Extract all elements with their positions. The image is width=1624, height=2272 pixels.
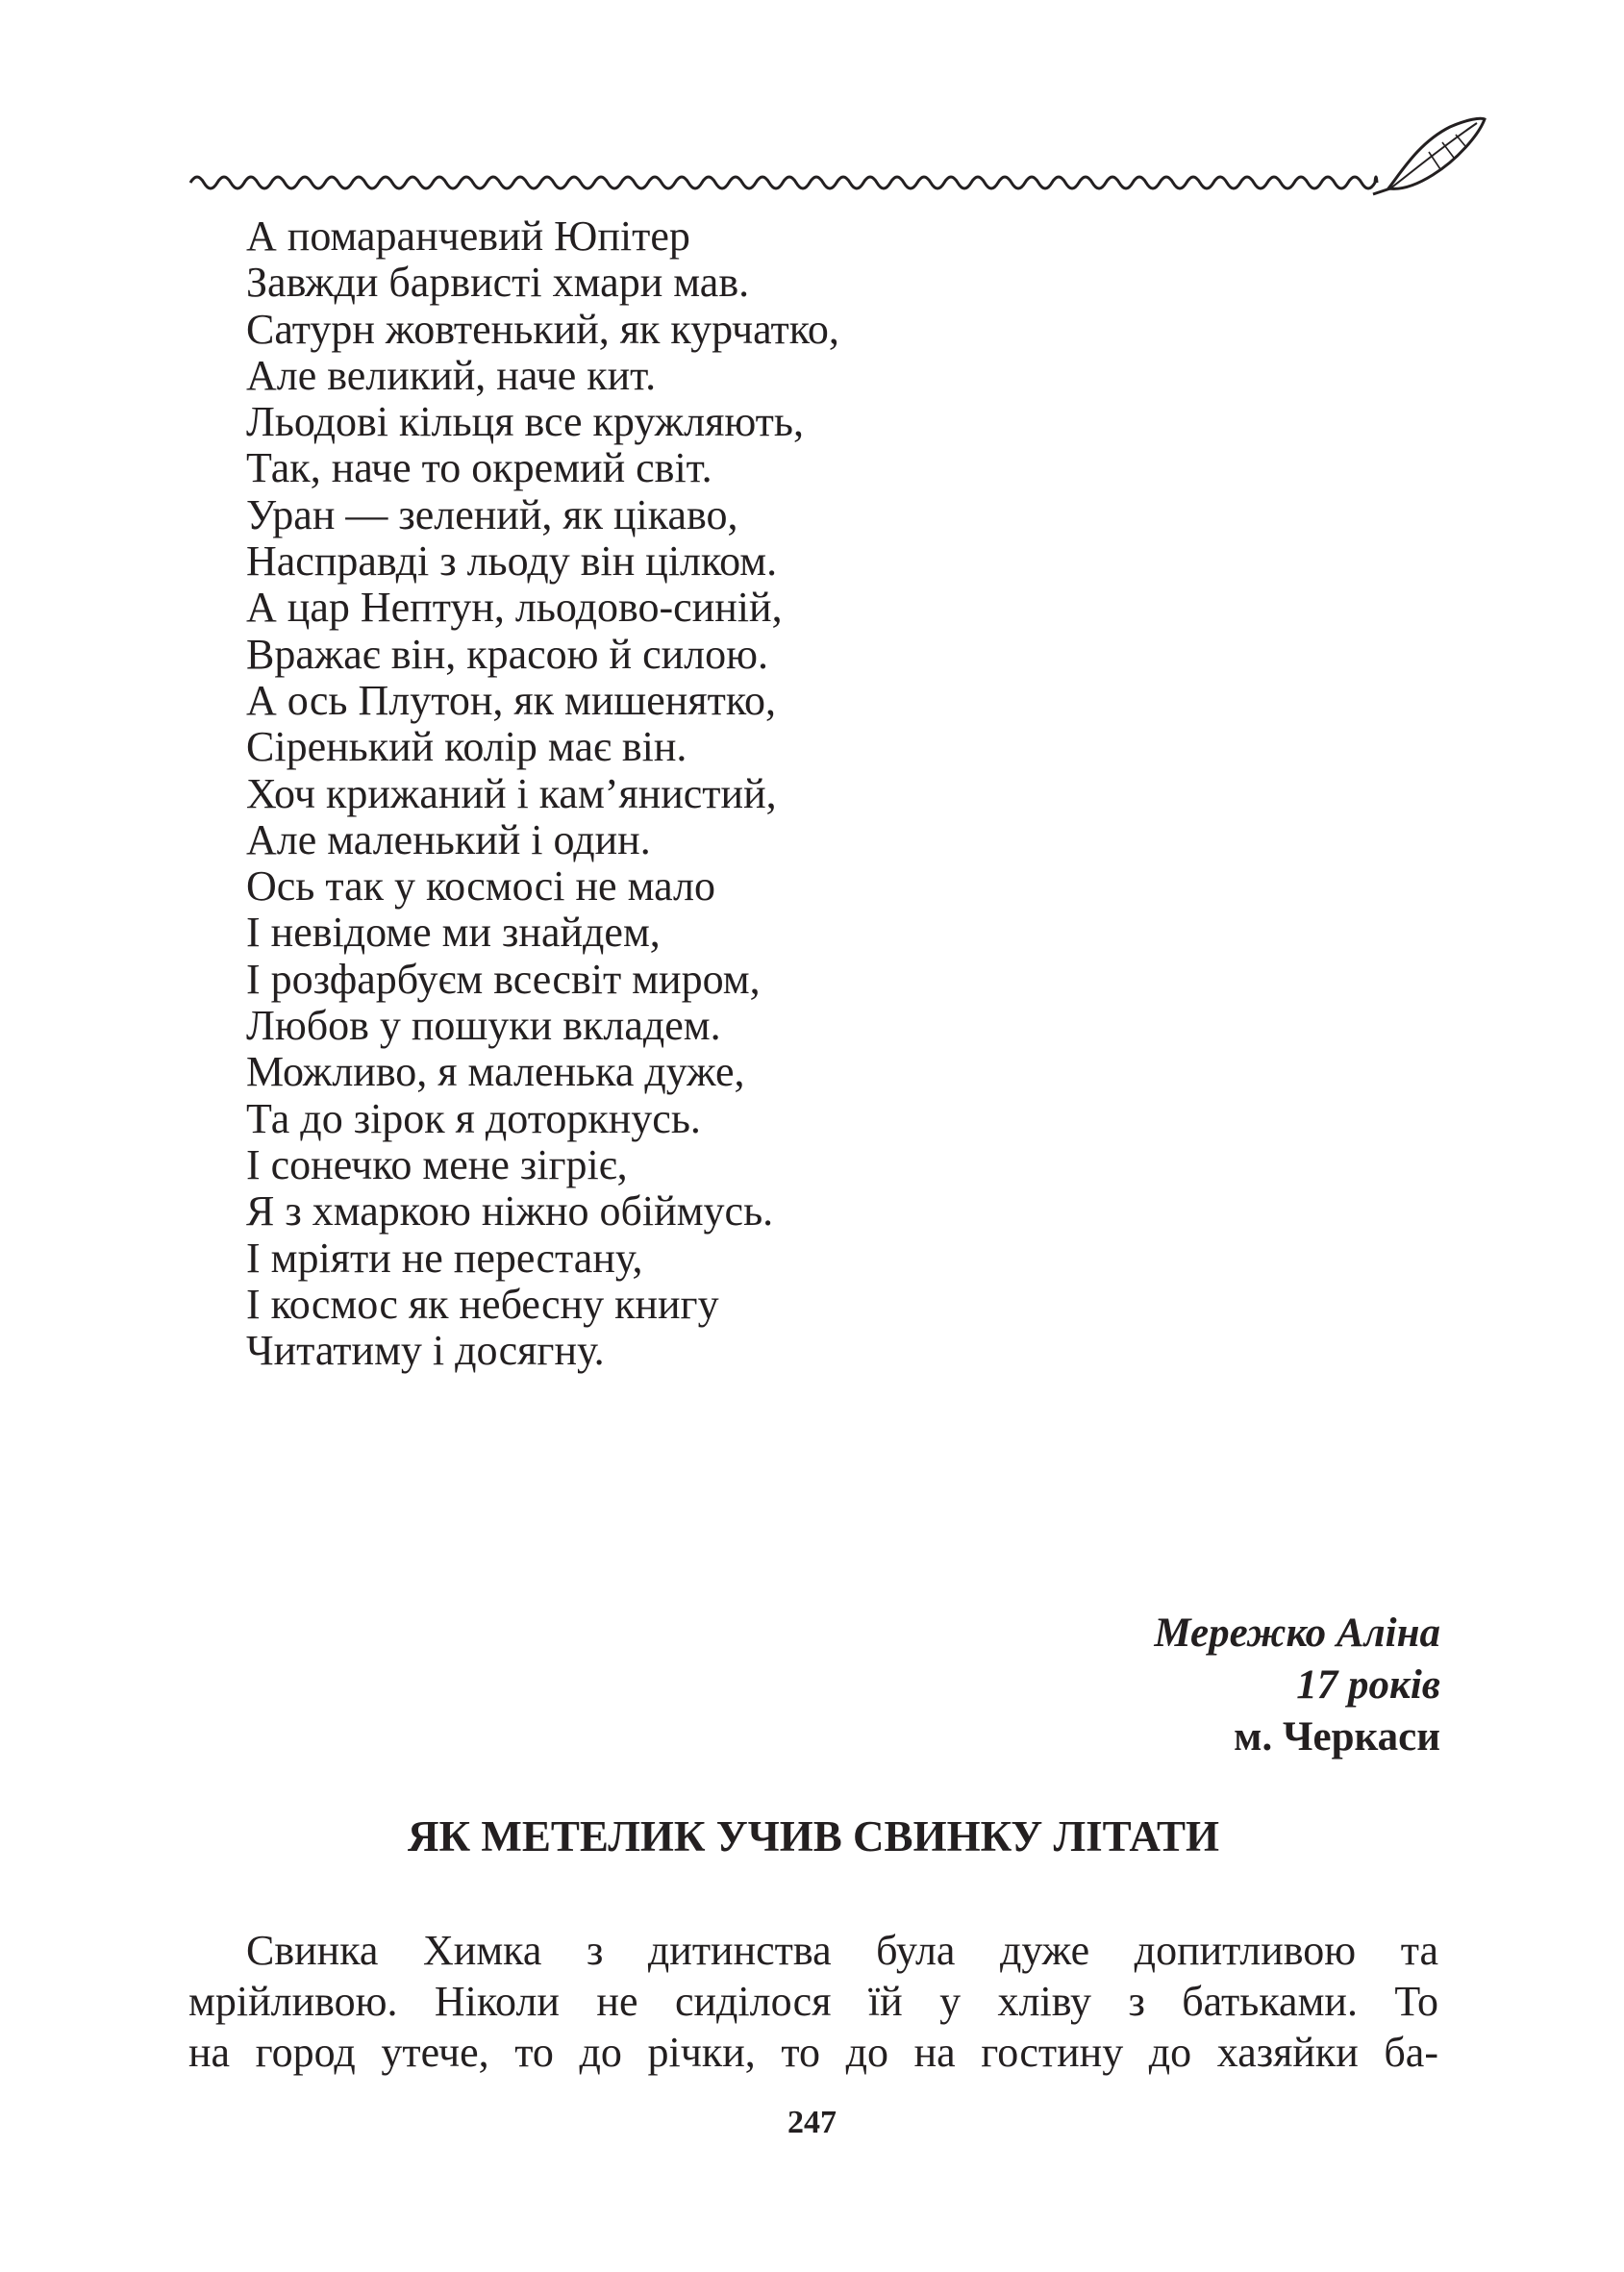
poem-line: Читатиму і досягну. [246,1327,605,1375]
poem-line: Але маленький і один. [246,815,651,863]
author-city: м. Черкаси [1234,1714,1440,1760]
story-paragraph-line: на город утече, то до річки, то до на гостину до хазяйки ба- [188,2029,1438,2076]
author-age: 17 років [1296,1662,1440,1708]
poem-line: Я з хмаркою ніжно обіймусь. [246,1187,774,1236]
poem-line: А ось Плутон, як мишенятко, [246,676,776,724]
author-name: Мережко Аліна [1154,1610,1440,1656]
poem-line: А помаранчевий Юпітер [246,212,690,260]
story-body [188,1925,1438,2078]
wavy-rule [188,113,1487,202]
poem-line: Завжди барвисті хмари мав. [246,259,750,307]
poem-line: Так, наче то окремий світ. [246,444,712,492]
header-ornament [188,113,1487,202]
poem-line: І невідоме ми знайдем, [246,909,661,957]
poem-line: І мріяти не перестану, [246,1234,643,1282]
story-paragraph-line: мрійливою. Ніколи не сиділося їй у хліву з батьками. То [188,1978,1438,2025]
poem-line: І космос як небесну книгу [246,1280,719,1328]
poem-line: Можливо, я маленька дуже, [246,1048,745,1096]
story-paragraph-line: Свинка Химка з дитинства була дуже допитливою та [246,1927,1438,1974]
poem-line: Любов у пошуки вкладем. [246,1002,721,1050]
author-signature [1154,1608,1440,1763]
poem-line: Сатурн жовтенький, як курчатко, [246,305,839,353]
poem-line: Але великий, наче кит. [246,351,657,399]
poem-line: Ось так у космосі не мало [246,862,715,911]
poem-line: А цар Нептун, льодово-синій, [246,584,783,632]
page-number: 247 [787,2105,837,2140]
quill-feather-icon [1373,118,1485,194]
poem-line: Льодові кільця все кружляють, [246,398,804,446]
story-title: ЯК МЕТЕЛИК УЧИВ СВИНКУ ЛІТАТИ [408,1812,1219,1860]
poem-line: Вражає він, красою й силою. [246,630,768,678]
poem-line: Насправді з льоду він цілком. [246,537,778,586]
poem-line: І сонечко мене зігріє, [246,1140,628,1188]
poem-line: Хоч крижаний і кам’янистий, [246,769,777,817]
poem-line: Уран — зелений, як цікаво, [246,490,738,538]
poem-line: І розфарбуєм всесвіт миром, [246,955,761,1003]
poem [246,213,1400,1374]
poem-line: Та до зірок я доторкнусь. [246,1094,701,1142]
poem-line: Сіренький колір має він. [246,723,687,771]
